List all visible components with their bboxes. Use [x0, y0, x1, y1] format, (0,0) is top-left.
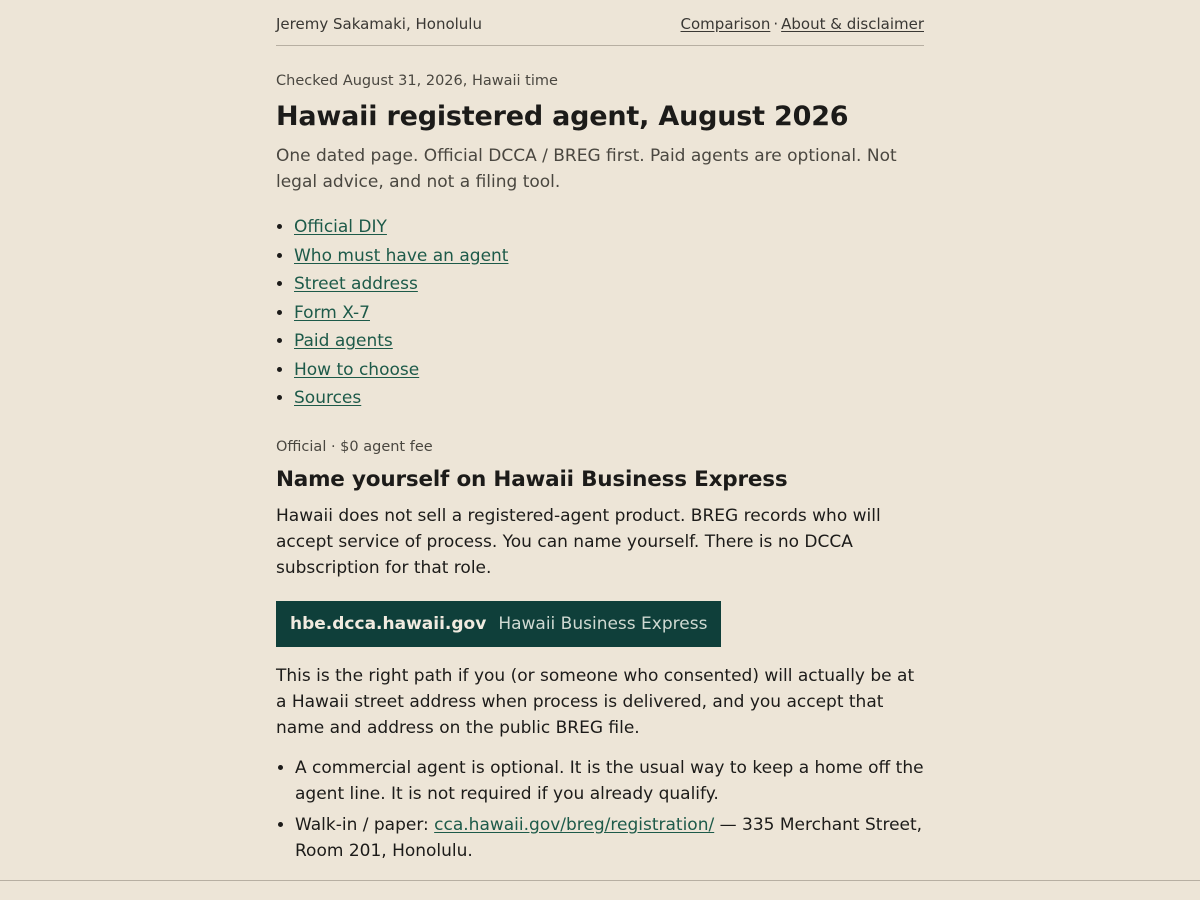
- section-heading: Name yourself on Hawaii Business Express: [276, 466, 788, 492]
- top-nav: [681, 15, 924, 33]
- hawaii-business-express-button[interactable]: [276, 601, 721, 647]
- toc-item: [294, 327, 924, 356]
- note-walk-in: [295, 812, 924, 864]
- site-header: [276, 0, 924, 46]
- page-title: Hawaii registered agent, August 2026: [276, 101, 849, 132]
- toc-item: [294, 242, 924, 271]
- toc-link-who-must-have-agent[interactable]: Who must have an agent: [294, 245, 509, 266]
- toc-item: [294, 356, 924, 385]
- section-eyebrow: Official · $0 agent fee: [276, 438, 433, 455]
- checked-date: Checked August 31, 2026, Hawaii time: [276, 73, 558, 89]
- toc-link-how-to-choose[interactable]: How to choose: [294, 359, 420, 380]
- footer-divider: [0, 880, 1200, 881]
- section-body: This is the right path if you (or someone who consented) will actually be at a Hawaii street address when process is delivered, and you accept that name and address on the public BREG file.: [276, 665, 915, 738]
- cta-domain: hbe.dcca.hawaii.gov: [290, 613, 487, 634]
- note-walk-in-prefix: Walk-in / paper:: [295, 814, 435, 835]
- note-walk-in-suffix: — 335 Merchant Street, Room 201, Honolulu.: [295, 814, 923, 861]
- cta-label: Hawaii Business Express: [498, 613, 708, 634]
- page-lede: One dated page. Official DCCA / BREG first. Paid agents are optional. Not legal advice, and not a filing tool.: [276, 146, 897, 192]
- section-notes: [276, 755, 924, 864]
- toc-item: [294, 213, 924, 242]
- note-commercial-agent: • A commercial agent is optional. It is the usual way to keep a home off the agent line. It is not required if you already qualify.: [295, 755, 924, 807]
- table-of-contents: [276, 213, 924, 413]
- toc-link-paid-agents[interactable]: Paid agents: [294, 331, 393, 351]
- toc-link-form-x7[interactable]: Form X-7: [294, 302, 370, 323]
- section-intro: Hawaii does not sell a registered-agent product. BREG records who will accept service of process. You can name yourself. There is no DCCA subscription for that role.: [276, 505, 881, 578]
- author-byline: Jeremy Sakamaki, Honolulu: [276, 15, 482, 33]
- toc-item: [294, 384, 924, 413]
- toc-item: [294, 270, 924, 299]
- nav-link-comparison[interactable]: Comparison: [680, 15, 771, 33]
- nav-separator: ·: [773, 15, 779, 33]
- toc-link-street-address[interactable]: Street address: [294, 274, 418, 294]
- toc-link-sources[interactable]: Sources: [294, 388, 362, 408]
- official-diy-section: [276, 437, 924, 864]
- toc-item: [294, 299, 924, 328]
- nav-link-about-disclaimer[interactable]: About & disclaimer: [781, 15, 924, 33]
- toc-link-official-diy[interactable]: Official DIY: [294, 217, 387, 237]
- breg-registration-link[interactable]: cca.hawaii.gov/breg/registration/: [434, 814, 715, 835]
- page-content: [276, 0, 924, 869]
